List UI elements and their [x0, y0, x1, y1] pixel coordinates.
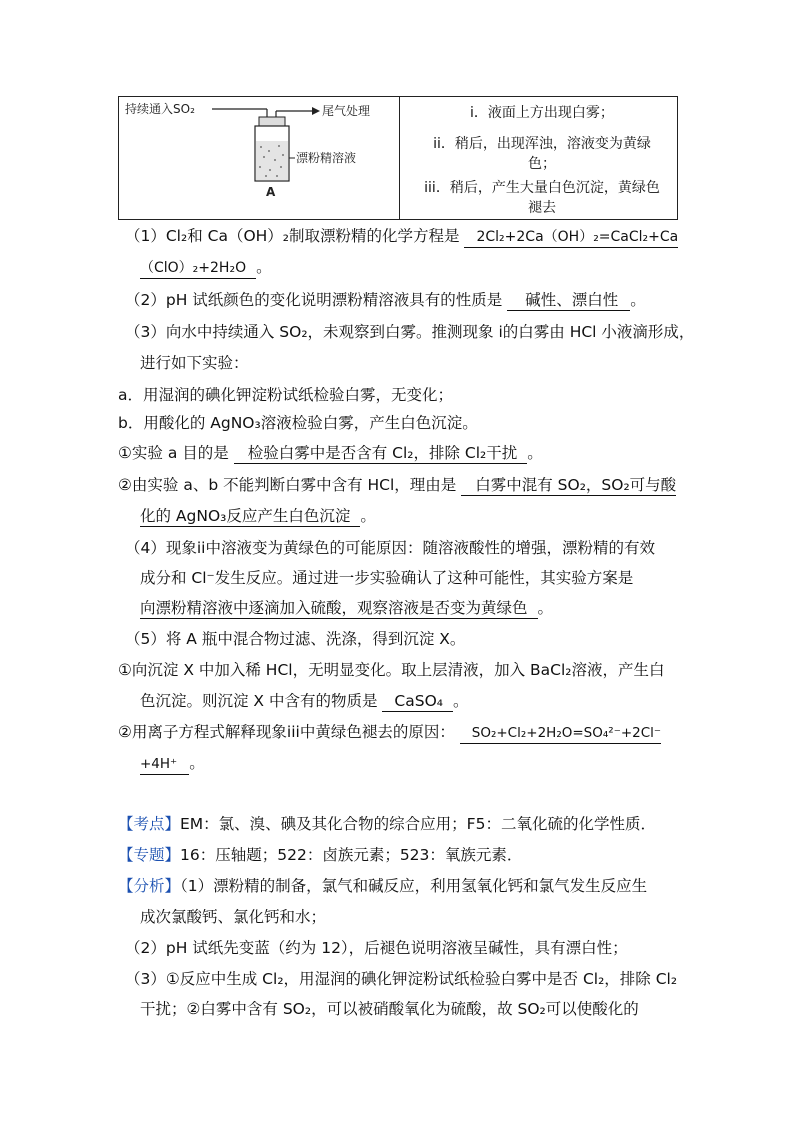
q5-sub1-suffix: 。 [453, 692, 469, 710]
q3-sub2-line2 [140, 505, 376, 527]
fenxi-text-c: （2）pH 试纸先变蓝（约为 12），后褪色说明溶液呈碱性，具有漂白性； [125, 939, 628, 957]
q5-sub2-line1 [118, 721, 661, 744]
fenxi-text-d: （3）①反应中生成 Cl₂，用湿润的碘化钾淀粉试纸检验白雾中是否 Cl₂，排除 Cl₂ [125, 970, 678, 988]
fenxi-text-b: 成次氯酸钙、氯化钙和水； [140, 908, 327, 926]
kaodian-label: 【考点】 [118, 815, 181, 833]
q3-step-b: b．用酸化的 AgNO₃溶液检验白雾，产生白色沉淀。 [118, 414, 478, 432]
fenxi-line1 [118, 875, 647, 897]
q1-prefix: （1）Cl₂和 Ca（OH）₂制取漂粉精的化学方程是 [125, 227, 460, 245]
diagram-label-solution: 漂粉精溶液 [296, 151, 357, 165]
q2-line [125, 289, 646, 311]
q4-answer-line [140, 597, 553, 619]
q4-answer: 向漂粉精溶液中逐滴加入硫酸，观察溶液是否变为黄绿色 [140, 599, 538, 619]
q5-sub1-answer: CaSO₄ [382, 692, 453, 712]
diagram-label-bottle: A [266, 185, 276, 199]
q3-sub2-answer-a: 白雾中混有 SO₂，SO₂可与酸 [461, 476, 676, 496]
fenxi-label: 【分析】 [118, 877, 181, 895]
q5-sub1-prefix: 色沉淀。则沉淀 X 中含有的物质是 [140, 692, 378, 710]
q3-sub1 [118, 442, 543, 464]
observation-i: i．液面上方出现白雾； [470, 105, 614, 121]
q3-text-b: 进行如下实验： [140, 354, 249, 372]
q3-step-a: a．用湿润的碘化钾淀粉试纸检验白雾，无变化； [118, 386, 453, 404]
experiment-table [118, 96, 678, 220]
q3-sub2-line1 [118, 474, 676, 496]
q5-sub2-prefix: ②用离子方程式解释现象iii中黄绿色褪去的原因： [118, 723, 455, 741]
q5-text: （5）将 A 瓶中混合物过滤、洗涤，得到沉淀 X。 [125, 630, 466, 648]
q5-sub2-answer-a: SO₂+Cl₂+2H₂O=SO₄²⁻+2Cl⁻ [460, 724, 661, 744]
q1-line1 [125, 225, 678, 248]
q2-suffix: 。 [630, 291, 646, 309]
q5-sub2-line2 [140, 752, 205, 775]
q5-sub1-line2 [140, 690, 469, 712]
q3-sub2-prefix: ②由实验 a、b 不能判断白雾中含有 HCl，理由是 [118, 476, 457, 494]
zhuanti-line [118, 844, 522, 866]
q3-sub2-suffix: 。 [360, 507, 376, 525]
observation-ii-line2: 色； [528, 156, 556, 172]
q3-sub1-answer: 检验白雾中是否含有 Cl₂，排除 Cl₂干扰 [234, 444, 528, 464]
kaodian-text: EM：氯、溴、碘及其化合物的综合应用；F5：二氧化硫的化学性质． [180, 815, 656, 833]
q1-line2 [140, 256, 272, 279]
kaodian-line [118, 813, 656, 835]
q4-text-b: 成分和 Cl⁻发生反应。通过进一步实验确认了这种可能性，其实验方案是 [140, 569, 634, 587]
q5-sub2-answer-b: +4H⁺ [140, 755, 189, 775]
q2-prefix: （2）pH 试纸颜色的变化说明漂粉精溶液具有的性质是 [125, 291, 503, 309]
q3-text-a: （3）向水中持续通入 SO₂，未观察到白雾。推测现象 i的白雾由 HCl 小液滴形成， [125, 323, 695, 341]
q2-answer: 碱性、漂白性 [507, 291, 630, 311]
q3-sub1-prefix: ①实验 a 目的是 [118, 444, 229, 462]
observation-ii-line1: ii．稍后，出现浑浊，溶液变为黄绿 [433, 136, 651, 152]
diagram-label-inlet: 持续通入SO₂ [125, 102, 195, 116]
q1-answer-a: 2Cl₂+2Ca（OH）₂=CaCl₂+Ca [464, 228, 678, 248]
q4-text-a: （4）现象ii中溶液变为黄绿色的可能原因：随溶液酸性的增强，漂粉精的有效 [125, 539, 655, 557]
observation-cell [401, 97, 677, 221]
q5-sub2-suffix: 。 [189, 754, 205, 772]
fenxi-text-e: 干扰；②白雾中含有 SO₂，可以被硝酸氧化为硫酸，故 SO₂可以使酸化的 [140, 1000, 639, 1018]
zhuanti-text: 16：压轴题；522：卤族元素；523：氧族元素． [180, 846, 523, 864]
q1-suffix: 。 [256, 258, 272, 276]
zhuanti-label: 【专题】 [118, 846, 181, 864]
q3-sub1-suffix: 。 [527, 444, 543, 462]
observation-iii-line2: 褪去 [528, 200, 556, 216]
q3-sub2-answer-b: 化的 AgNO₃反应产生白色沉淀 [140, 507, 360, 527]
gas-bottle-diagram [119, 97, 399, 221]
q4-suffix: 。 [537, 599, 554, 617]
q1-answer-b: （ClO）₂+2H₂O [140, 259, 256, 279]
q5-sub1-a: ①向沉淀 X 中加入稀 HCl，无明显变化。取上层清液，加入 BaCl₂溶液，产生白 [118, 661, 665, 679]
apparatus-diagram [119, 97, 399, 221]
observation-iii-line1: iii．稍后，产生大量白色沉淀，黄绿色 [424, 180, 660, 196]
fenxi-text-a: （1）漂粉精的制备，氯气和碱反应，利用氢氧化钙和氯气发生反应生 [180, 877, 648, 895]
diagram-label-outlet: 尾气处理 [322, 104, 371, 118]
